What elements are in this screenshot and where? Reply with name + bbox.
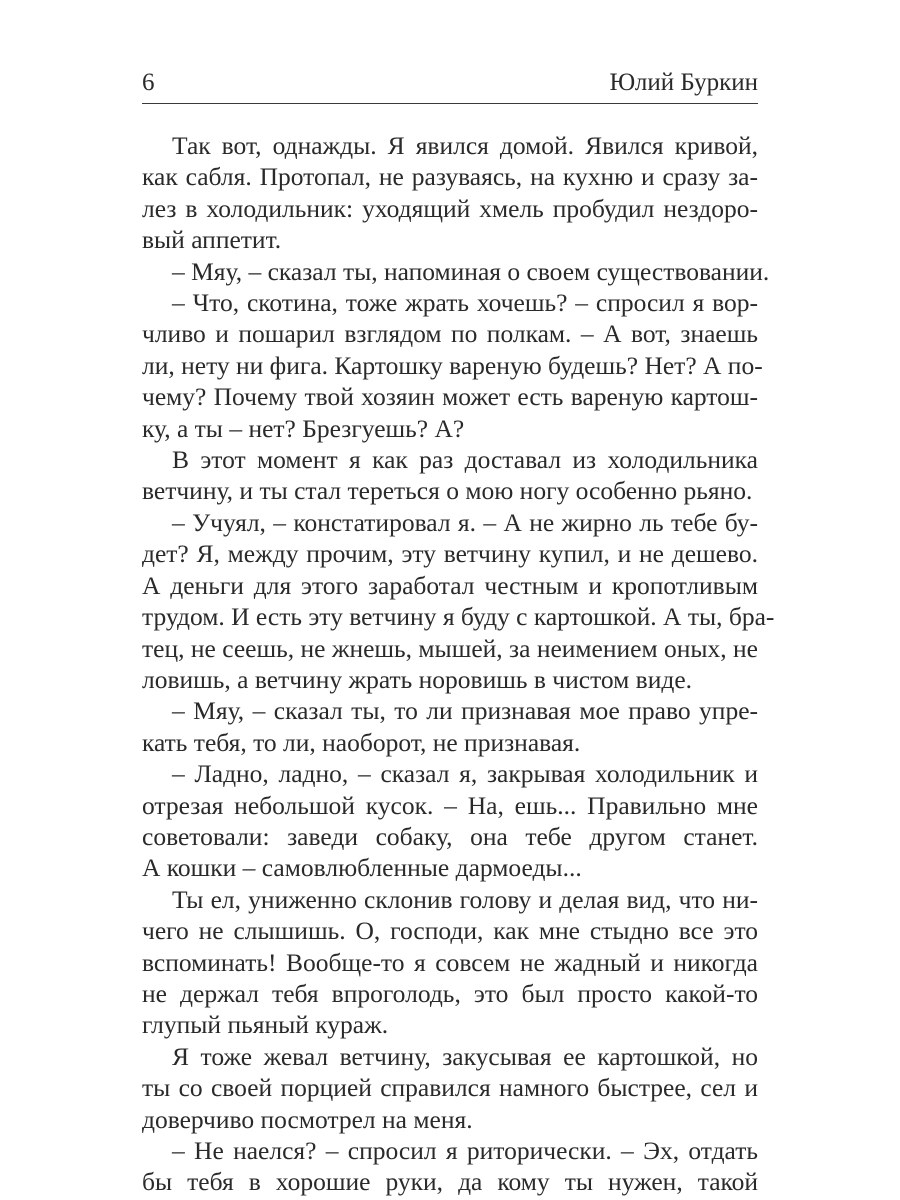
paragraph (142, 287, 763, 444)
text-line: ловишь, а ветчину жрать норовишь в чистом виде. (142, 664, 693, 694)
text-line: ку, а ты – нет? Брезгуешь? А? (142, 413, 465, 443)
text-line: А кошки – самовлюбленные дармоеды... (142, 853, 582, 883)
paragraph (142, 256, 770, 287)
text-line: вый аппетит. (142, 225, 282, 255)
text-line: доверчиво посмотрел на меня. (142, 1104, 473, 1134)
text-line: А деньги для этого заработал честным и кропотливым (142, 570, 758, 600)
page-number: 6 (142, 69, 155, 96)
text-line: ветчину, и ты стал тереться о мою ногу особенно рьяно. (142, 476, 753, 506)
text-line: тец, не сеешь, не жнешь, мышей, за неимением оных, не (142, 633, 758, 663)
text-line: трудом. И есть эту ветчину я буду с картошкой. А ты, бра- (142, 602, 775, 632)
text-line: В этот момент я как раз доставал из холодильника (172, 445, 758, 475)
text-line: – Ладно, ладно, – сказал я, закрывая холодильник и (172, 759, 758, 789)
text-line: отрезая небольшой кусок. – На, ешь... Правильно мне (142, 790, 758, 820)
running-title-author: Юлий Буркин (609, 69, 758, 96)
text-line: не держал тебя впроголодь, это был просто какой-то (142, 978, 758, 1008)
text-line: Ты ел, униженно склонив голову и делая вид, что ни- (172, 884, 758, 914)
text-line: глупый пьяный кураж. (142, 1010, 389, 1040)
text-line: лез в холодильник: уходящий хмель пробудил нездоро- (142, 193, 758, 223)
text-line: – Что, скотина, тоже жрать хочешь? – спросил я вор- (172, 288, 758, 318)
paragraph (142, 758, 758, 884)
text-line: вспоминать! Вообще-то я совсем не жадный и никогда (142, 947, 758, 977)
text-line: – Учуял, – констатировал я. – А не жирно ль тебе бу- (172, 507, 758, 537)
running-header (142, 66, 758, 104)
text-line: советовали: заведи собаку, она тебе другом станет. (142, 821, 758, 851)
text-line: – Мяу, – сказал ты, то ли признавая мое право упре- (172, 696, 758, 726)
body-text (142, 130, 775, 1198)
text-line: чливо и пошарил взглядом по полкам. – А вот, знаешь (142, 319, 758, 349)
text-line: бы тебя в хорошие руки, да кому ты нужен, такой (142, 1167, 758, 1197)
text-line: как сабля. Протопал, не разуваясь, на кухню и сразу за- (142, 162, 758, 192)
paragraph (142, 695, 758, 758)
text-line: чего не слышишь. О, господи, как мне стыдно все это (142, 916, 758, 946)
text-line: дет? Я, между прочим, эту ветчину купил, и не дешево. (142, 539, 758, 569)
text-line: ли, нету ни фига. Картошку вареную будешь? Нет? А по- (142, 350, 763, 380)
text-line: ты со своей порцией справился намного быстрее, сел и (142, 1073, 758, 1103)
text-line: – Не наелся? – спросил я риторически. – Эх, отдать (172, 1136, 758, 1165)
paragraph (142, 507, 775, 695)
paragraph (142, 1135, 758, 1198)
text-line: Так вот, однажды. Я явился домой. Явился кривой, (172, 131, 758, 160)
text-line: – Мяу, – сказал ты, напоминая о своем существовании. (172, 256, 770, 286)
paragraph (142, 1041, 758, 1135)
text-line: чему? Почему твой хозяин может есть вареную картош- (142, 382, 758, 412)
paragraph (142, 130, 758, 256)
text-line: Я тоже жевал ветчину, закусывая ее картошкой, но (172, 1041, 758, 1071)
paragraph (142, 444, 758, 507)
paragraph (142, 884, 758, 1041)
text-line: кать тебя, то ли, наоборот, не признавая. (142, 727, 581, 757)
